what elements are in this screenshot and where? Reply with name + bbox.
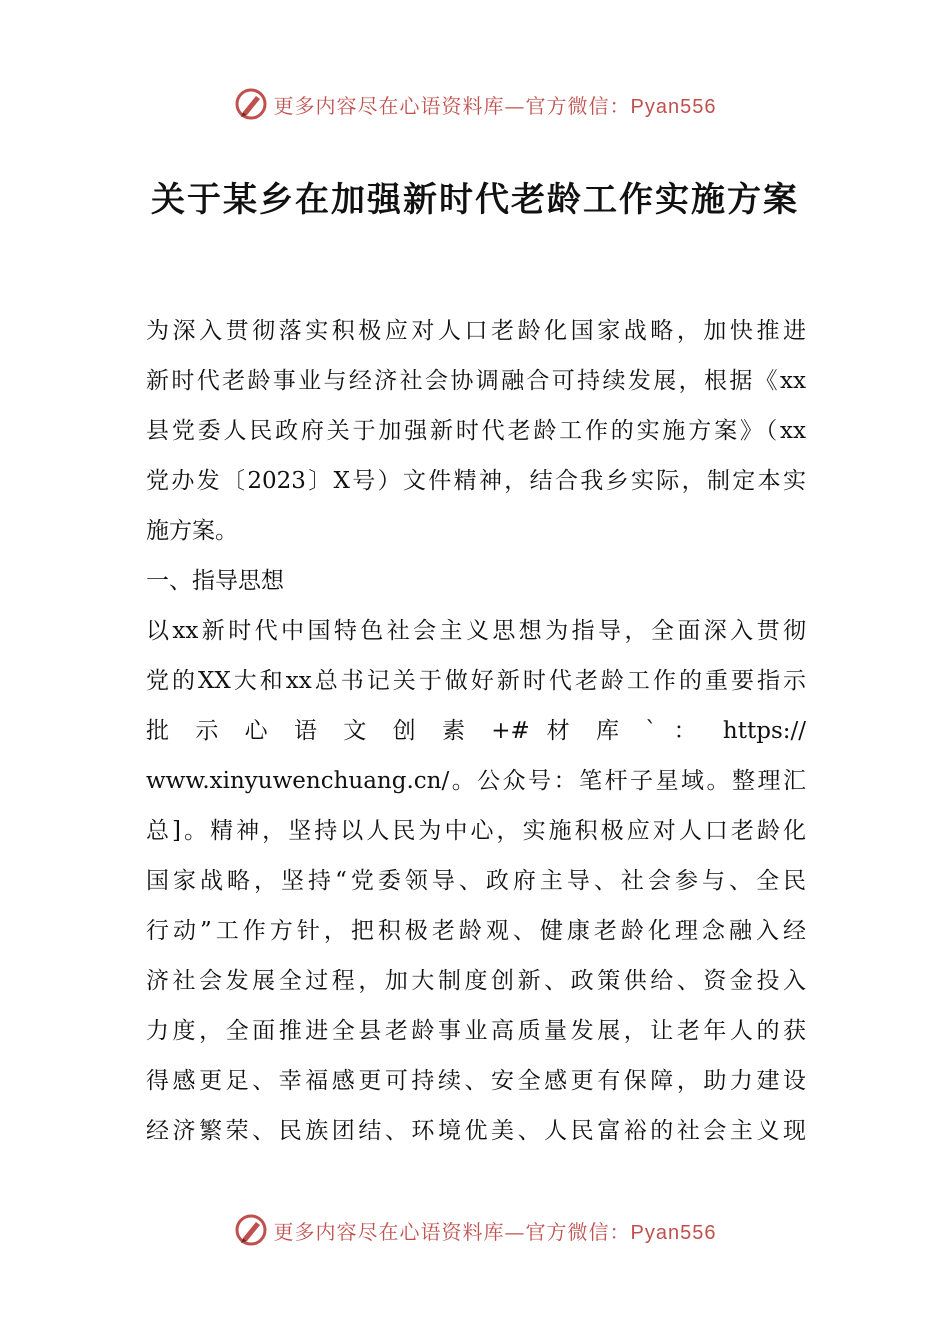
body-line: 国家战略，坚持“党委领导、政府主导、社会参与、全民 — [146, 868, 806, 894]
body-line: 经济繁荣、民族团结、环境优美、人民富裕的社会主义现 — [146, 1118, 806, 1144]
banner-text — [274, 1216, 717, 1245]
document-title: 关于某乡在加强新时代老龄工作实施方案 — [151, 180, 799, 220]
body-line: 县党委人民政府关于加强新时代老龄工作的实施方案》（xx — [146, 418, 806, 444]
banner-message: 更多内容尽在心语资料库—官方微信： — [273, 1219, 631, 1244]
banner-message: 更多内容尽在心语资料库—官方微信： — [273, 93, 631, 118]
body-line: 得感更足、幸福感更可持续、安全感更有保障，助力建设 — [146, 1068, 806, 1094]
banner-account: Pyan556 — [630, 95, 717, 118]
body-line: 批 示 心 语 文 创 素 +# 材 库 ` ： https:// — [146, 718, 806, 744]
body-line: www.xinyuwenchuang.cn/。公众号：笔杆子星域。整理汇 — [146, 768, 806, 794]
section-heading: 一、指导思想 — [146, 568, 284, 594]
banner-account: Pyan556 — [630, 1221, 717, 1244]
body-line: 党办发〔2023〕X号）文件精神，结合我乡实际，制定本实 — [146, 468, 806, 494]
pen-in-circle-icon — [234, 87, 268, 121]
body-line: 总]。精神，坚持以人民为中心，实施积极应对人口老龄化 — [146, 818, 806, 844]
body-line: 党的XX大和xx总书记关于做好新时代老龄工作的重要指示 — [146, 668, 806, 694]
body-line: 为深入贯彻落实积极应对人口老龄化国家战略，加快推进 — [146, 318, 806, 344]
body-line: 新时代老龄事业与经济社会协调融合可持续发展，根据《xx — [146, 368, 806, 394]
document-body — [146, 306, 806, 1156]
banner-text — [274, 90, 717, 119]
body-line: 济社会发展全过程，加大制度创新、政策供给、资金投入 — [146, 968, 806, 994]
pen-in-circle-icon — [234, 1213, 268, 1247]
footer-banner — [0, 1210, 950, 1250]
header-banner — [0, 84, 950, 124]
body-line: 行动”工作方针，把积极老龄观、健康老龄化理念融入经 — [146, 918, 806, 944]
body-line: 力度，全面推进全县老龄事业高质量发展，让老年人的获 — [146, 1018, 806, 1044]
body-line: 以xx新时代中国特色社会主义思想为指导，全面深入贯彻 — [146, 618, 806, 644]
body-line: 施方案。 — [146, 518, 238, 544]
